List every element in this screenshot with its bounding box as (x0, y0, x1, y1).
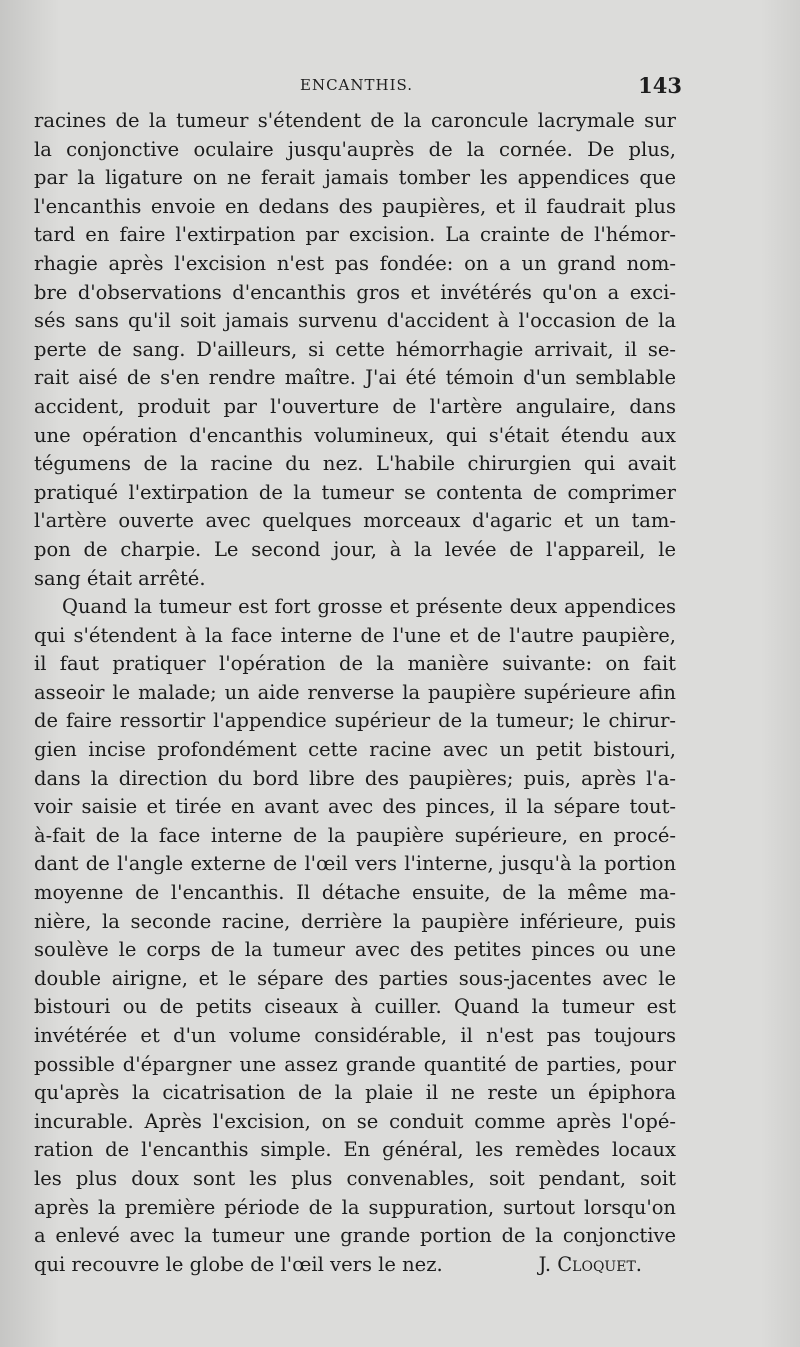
text-line: bistouri ou de petits ciseaux à cuiller. Quand la tumeur est (34, 995, 676, 1019)
body-text (34, 107, 676, 1279)
text-line: après la première période de la suppuration, surtout lorsqu'on (34, 1195, 676, 1219)
text-line: moyenne de l'encanthis. Il détache ensuite, de la même ma- (34, 881, 676, 905)
page-number: 143 (638, 73, 682, 98)
paragraph-2 (34, 593, 676, 1279)
text-line: tard en faire l'extirpation par excision. La crainte de l'hémor- (34, 223, 676, 247)
text-line: nière, la seconde racine, derrière la paupière inférieure, puis (34, 909, 676, 933)
text-line: la conjonctive oculaire jusqu'auprès de la cornée. De plus, (34, 137, 676, 161)
text-line: tégumens de la racine du nez. L'habile chirurgien qui avait (34, 452, 676, 476)
text-line: dans la direction du bord libre des paupières; puis, après l'a- (34, 766, 676, 790)
text-line: à-fait de la face interne de la paupière supérieure, en procé- (34, 823, 676, 847)
text-line: ration de l'encanthis simple. En général, les remèdes locaux (34, 1138, 676, 1162)
text-line: de faire ressortir l'appendice supérieur de la tumeur; le chirur- (34, 709, 676, 733)
page-header (34, 73, 682, 102)
text-line: perte de sang. D'ailleurs, si cette hémorrhagie arrivait, il se- (34, 337, 676, 361)
text-line: les plus doux sont les plus convenables, soit pendant, soit (34, 1166, 676, 1190)
text-line: soulève le corps de la tumeur avec des petites pinces ou une (34, 938, 676, 962)
text-line: racines de la tumeur s'étendent de la caroncule lacrymale sur (34, 109, 676, 132)
text-line: qui recouvre le globe de l'œil vers le nez. (34, 1252, 443, 1276)
text-line: par la ligature on ne ferait jamais tomber les appendices que (34, 166, 676, 190)
text-line: l'encanthis envoie en dedans des paupières, et il faudrait plus (34, 194, 676, 218)
text-line: qui s'étendent à la face interne de l'une et de l'autre paupière, (34, 623, 676, 647)
text-line: double airigne, et le sépare des parties sous-jacentes avec le (34, 966, 676, 990)
text-line: une opération d'encanthis volumineux, qui s'était étendu aux (34, 423, 676, 447)
text-line: il faut pratiquer l'opération de la manière suivante: on fait (34, 652, 676, 676)
text-line: possible d'épargner une assez grande quantité de parties, pour (34, 1052, 676, 1076)
text-line: pratiqué l'extirpation de la tumeur se contenta de comprimer (34, 480, 676, 504)
text-line: Quand la tumeur est fort grosse et présente deux appendices (62, 595, 676, 619)
text-line: voir saisie et tirée en avant avec des pinces, il la sépare tout- (34, 795, 676, 819)
running-head: ENCANTHIS. (300, 76, 414, 94)
text-line: a enlevé avec la tumeur une grande portion de la conjonctive (34, 1224, 676, 1248)
text-line: pon de charpie. Le second jour, à la levée de l'appareil, le (34, 537, 676, 561)
text-line: rait aisé de s'en rendre maître. J'ai été témoin d'un semblable (34, 366, 676, 390)
text-line: accident, produit par l'ouverture de l'artère angulaire, dans (34, 394, 676, 418)
text-line: dant de l'angle externe de l'œil vers l'interne, jusqu'à la portion (34, 852, 676, 876)
text-line: rhagie après l'excision n'est pas fondée: on a un grand nom- (34, 251, 676, 275)
author-signature: J. Cloquet. (538, 1252, 642, 1276)
final-line (34, 1251, 676, 1280)
text-line: sés sans qu'il soit jamais survenu d'accident à l'occasion de la (34, 309, 676, 333)
text-line: bre d'observations d'encanthis gros et invétérés qu'on a exci- (34, 280, 676, 304)
text-line: gien incise profondément cette racine avec un petit bistouri, (34, 738, 676, 762)
paragraph-1 (34, 107, 676, 593)
text-line: incurable. Après l'excision, on se conduit comme après l'opé- (34, 1109, 676, 1133)
text-line: asseoir le malade; un aide renverse la paupière supérieure afin (34, 680, 676, 704)
text-line: qu'après la cicatrisation de la plaie il ne reste un épiphora (34, 1081, 676, 1105)
text-line: sang était arrêté. (34, 566, 206, 590)
text-line: l'artère ouverte avec quelques morceaux d'agaric et un tam- (34, 509, 676, 533)
text-line: invétérée et d'un volume considérable, il n'est pas toujours (34, 1024, 676, 1047)
